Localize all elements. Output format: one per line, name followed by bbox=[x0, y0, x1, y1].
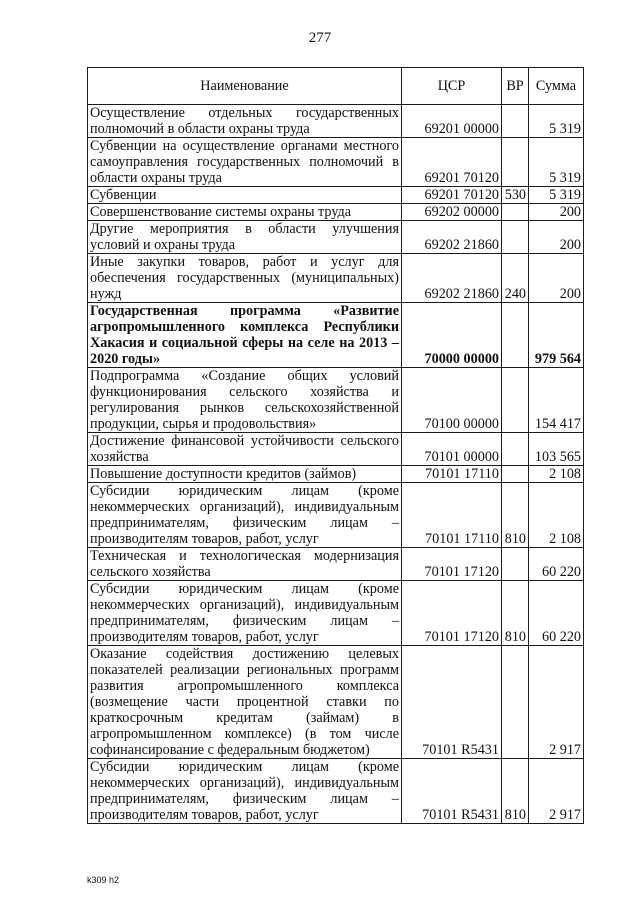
row-name: Осуществление отдельных государственных полномочий в области охраны труда bbox=[88, 105, 402, 138]
table-row bbox=[88, 187, 584, 204]
row-vr: 810 bbox=[502, 483, 529, 548]
table-row bbox=[88, 368, 584, 433]
table-row bbox=[88, 466, 584, 483]
row-sum: 2 917 bbox=[529, 759, 584, 824]
row-csr: 69201 70120 bbox=[402, 187, 502, 204]
row-csr: 70101 R5431 bbox=[402, 759, 502, 824]
row-csr: 70101 17110 bbox=[402, 466, 502, 483]
header-sum: Сумма bbox=[529, 68, 584, 105]
table-header bbox=[88, 68, 584, 105]
row-csr: 69202 00000 bbox=[402, 204, 502, 221]
row-sum: 200 bbox=[529, 221, 584, 254]
table-row bbox=[88, 759, 584, 824]
table-row bbox=[88, 138, 584, 187]
row-vr: 810 bbox=[502, 759, 529, 824]
row-sum: 103 565 bbox=[529, 433, 584, 466]
row-name: Иные закупки товаров, работ и услуг для обеспечения государственных (муниципальных) нужд bbox=[88, 254, 402, 303]
table-row bbox=[88, 254, 584, 303]
row-sum: 2 108 bbox=[529, 466, 584, 483]
row-vr bbox=[502, 368, 529, 433]
row-vr bbox=[502, 646, 529, 759]
row-vr: 530 bbox=[502, 187, 529, 204]
row-vr bbox=[502, 466, 529, 483]
table-row-program bbox=[88, 303, 584, 368]
row-name: Государственная программа «Развитие агропромышленного комплекса Республики Хакасия и социальной сферы на селе на 2013 – 2020 годы» bbox=[88, 303, 402, 368]
row-sum: 5 319 bbox=[529, 187, 584, 204]
row-csr: 70101 R5431 bbox=[402, 646, 502, 759]
row-name: Совершенствование системы охраны труда bbox=[88, 204, 402, 221]
row-vr bbox=[502, 433, 529, 466]
row-csr: 69202 21860 bbox=[402, 254, 502, 303]
row-sum: 2 917 bbox=[529, 646, 584, 759]
table-row bbox=[88, 646, 584, 759]
row-name: Подпрограмма «Создание общих условий функционирования сельского хозяйства и регулирования рынков сельскохозяйственной продукции, сырья и продовольствия» bbox=[88, 368, 402, 433]
row-name: Повышение доступности кредитов (займов) bbox=[88, 466, 402, 483]
table-row bbox=[88, 105, 584, 138]
header-row bbox=[88, 68, 584, 105]
row-name: Субсидии юридическим лицам (кроме некоммерческих организаций), индивидуальным предпринимателям, физическим лицам – производителям товаров, работ, услуг bbox=[88, 759, 402, 824]
table-row bbox=[88, 581, 584, 646]
row-sum: 200 bbox=[529, 204, 584, 221]
row-name: Достижение финансовой устойчивости сельского хозяйства bbox=[88, 433, 402, 466]
row-csr: 69201 70120 bbox=[402, 138, 502, 187]
row-sum: 2 108 bbox=[529, 483, 584, 548]
row-csr: 70000 00000 bbox=[402, 303, 502, 368]
footer-code: k309 h2 bbox=[87, 875, 120, 885]
table-row bbox=[88, 433, 584, 466]
row-sum: 60 220 bbox=[529, 581, 584, 646]
row-name: Субсидии юридическим лицам (кроме некоммерческих организаций), индивидуальным предпринимателям, физическим лицам – производителям товаров, работ, услуг bbox=[88, 581, 402, 646]
table-row bbox=[88, 483, 584, 548]
header-vr: ВР bbox=[502, 68, 529, 105]
table-body bbox=[88, 105, 584, 824]
row-sum: 200 bbox=[529, 254, 584, 303]
row-csr: 70100 00000 bbox=[402, 368, 502, 433]
row-name: Оказание содействия достижению целевых показателей реализации региональных программ развития агропромышленного комплекса (возмещение части процентной ставки по краткосрочным кредитам (займам) в агропромышленном комплексе) (в том числе софинансирование с федеральным бюджетом) bbox=[88, 646, 402, 759]
row-csr: 69202 21860 bbox=[402, 221, 502, 254]
row-vr: 240 bbox=[502, 254, 529, 303]
row-sum: 979 564 bbox=[529, 303, 584, 368]
budget-table bbox=[87, 67, 584, 824]
row-csr: 70101 00000 bbox=[402, 433, 502, 466]
table-row bbox=[88, 548, 584, 581]
header-csr: ЦСР bbox=[402, 68, 502, 105]
table-row bbox=[88, 204, 584, 221]
row-vr bbox=[502, 204, 529, 221]
row-name: Другие мероприятия в области улучшения условий и охраны труда bbox=[88, 221, 402, 254]
row-sum: 5 319 bbox=[529, 105, 584, 138]
row-csr: 70101 17120 bbox=[402, 548, 502, 581]
row-csr: 70101 17120 bbox=[402, 581, 502, 646]
page-number: 277 bbox=[308, 30, 332, 46]
table-row bbox=[88, 221, 584, 254]
row-name: Техническая и технологическая модернизация сельского хозяйства bbox=[88, 548, 402, 581]
row-vr: 810 bbox=[502, 581, 529, 646]
row-name: Субсидии юридическим лицам (кроме некоммерческих организаций), индивидуальным предпринимателям, физическим лицам – производителям товаров, работ, услуг bbox=[88, 483, 402, 548]
row-name: Субвенции bbox=[88, 187, 402, 204]
header-name: Наименование bbox=[88, 68, 402, 105]
row-vr bbox=[502, 221, 529, 254]
row-vr bbox=[502, 303, 529, 368]
row-vr bbox=[502, 105, 529, 138]
row-sum: 5 319 bbox=[529, 138, 584, 187]
row-vr bbox=[502, 548, 529, 581]
row-name: Субвенции на осуществление органами местного самоуправления государственных полномочий в области охраны труда bbox=[88, 138, 402, 187]
row-sum: 154 417 bbox=[529, 368, 584, 433]
row-vr bbox=[502, 138, 529, 187]
row-csr: 69201 00000 bbox=[402, 105, 502, 138]
row-sum: 60 220 bbox=[529, 548, 584, 581]
row-csr: 70101 17110 bbox=[402, 483, 502, 548]
